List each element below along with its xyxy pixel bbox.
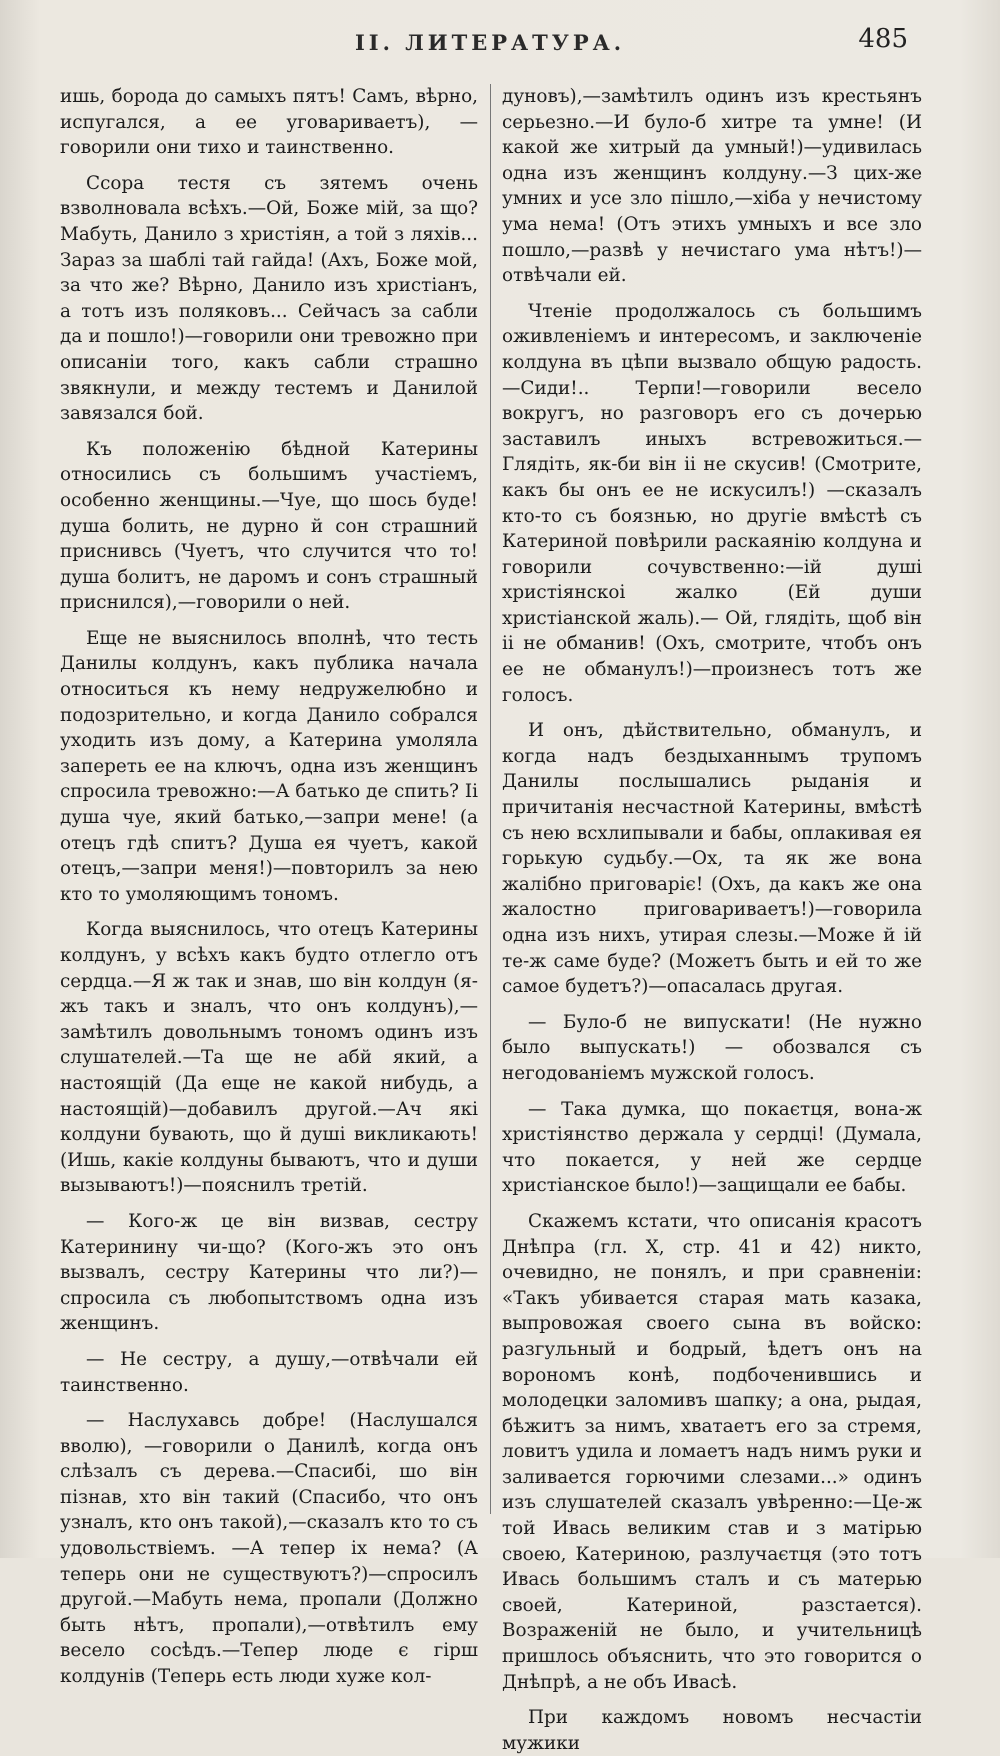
page-number: 485: [858, 24, 908, 54]
paragraph: — Кого-ж це він визвав, сестру Катеринину чи-що? (Кого-жъ это онъ вызвалъ, сестру Катерины что ли?)—спросила съ любопытствомъ одна изъ женщинъ.: [60, 1210, 478, 1335]
paragraph: ишь, борода до самыхъ пятъ! Самъ, вѣрно, испугался, а ее уговариваетъ), — говорили они тихо и таинственно.: [60, 86, 478, 159]
paragraph: Къ положенію бѣдной Катерины относились съ большимъ участіемъ, особенно женщины.—Чуе, що шось буде! душа болить, не дурно й сон страшний приснивсь (Чуетъ, что случится что то! душа болитъ, не даромъ и сонъ страшный приснился),—говорили о ней.: [60, 438, 478, 614]
section-title: II. ЛИТЕРАТУРА.: [354, 30, 626, 55]
paragraph: — Така думка, що покаєтця, вона-ж христіянство держала у сердці! (Думала, что покается, у ней же сердце христіанское было!)—защищали ее бабы.: [502, 1098, 922, 1197]
left-column: [60, 84, 478, 1688]
paragraph: Ссора тестя съ зятемъ очень взволновала всѣхъ.—Ой, Боже мій, за що? Мабуть, Данило з христіян, а той з ляхів... Зараз за шаблі тай гайда! (Ахъ, Боже мой, за что же? Вѣрно, Данило изъ христіанъ, а тотъ изъ поляковъ... Сейчасъ за сабли да и пошло!)—говорили они тревожно при описаніи того, какъ сабли страшно звякнули, и между тестемъ и Данилой завязался бой.: [60, 172, 478, 425]
column-divider: [490, 84, 491, 1514]
paragraph: При каждомъ новомъ несчастіи мужики: [502, 1707, 922, 1754]
paragraph: Еще не выяснилось вполнѣ, что тесть Данилы колдунъ, какъ публика начала относиться къ нему недружелюбно и подозрительно, и когда Данило собрался уходить изъ дому, а Катерина умоляла запереть ее на ключъ, одна изъ женщинъ спросила тревожно:—А батько де спить? Іі душа чуе, який батько,—запри мене! (а отецъ гдѣ спитъ? Душа ея чуетъ, какой отецъ,—запри меня!)—повторилъ за нею кто то умоляющимъ тономъ.: [60, 627, 478, 905]
paragraph: Скажемъ кстати, что описанія красотъ Днѣпра (гл. X, стр. 41 и 42) никто, очевидно, не понялъ, и при сравненіи: «Такъ убивается старая мать казака, выпровожая своего сына въ войско: разгульный и бодрый, ѣдетъ онъ на ворономъ конѣ, подбоченившись и молодецки заломивъ шапку; а она, рыдая, бѣжитъ за нимъ, хватаетъ его за стремя, ловитъ удила и ломаетъ надъ нимъ руки и заливается горючими слезами...» одинъ изъ слушателей сказалъ увѣренно:—Це-ж той Ивась великим став и з матірью своею, Катериною, разлучаєтця (это тотъ Ивась большимъ сталъ и съ матерью своей, Катериной, разстается). Возраженій не было, и учительницѣ пришлось объяснить, что это говорится о Днѣпрѣ, а не объ Ивасѣ.: [502, 1210, 922, 1693]
paragraph: И онъ, дѣйствительно, обманулъ, и когда надъ бездыханнымъ трупомъ Данилы послышались рыданія и причитанія несчастной Катерины, вмѣстѣ съ нею всхлипывали и бабы, оплакивая ея горькую судьбу.—Ох, та як же вона жалібно приговаріє! (Охъ, да какъ же она жалостно приговариваетъ!)—говорила одна изъ нихъ, утирая слезы.—Може й ій те-ж саме буде? (Можетъ быть и ей то же самое будетъ?)—опасалась другая.: [502, 720, 922, 998]
paragraph: Чтеніе продолжалось съ большимъ оживленіемъ и интересомъ, и заключеніе колдуна въ цѣпи вызвало общую радость.—Сиди!.. Терпи!—говорили весело вокругъ, но разговоръ его съ дочерью заставилъ иныхъ встревожиться.—Глядіть, як-би він іі не скусив! (Смотрите, какъ бы онъ ее не искусилъ!) —сказалъ кто-то съ боязнью, но другіе вмѣстѣ съ Катериной повѣрили раскаянію колдуна и говорили сочувственно:—ій душі христіянскоі жалко (Ей души христіанской жаль).— Ой, глядіть, щоб він іі не обманив! (Охъ, смотрите, чтобъ онъ ее не обманулъ!)—произнесъ тотъ же голосъ.: [502, 300, 922, 706]
paragraph: дуновъ),—замѣтилъ одинъ изъ крестьянъ серьезно.—И було-б хитре та умне! (И какой же хитрый да умный!)—удивилась одна изъ женщинъ колдуну.—З цих-же умних и усе зло пішло,—хіба у нечистому ума нема! (Отъ этихъ умныхъ и все зло пошло,—развѣ у нечистаго ума нѣтъ!)—отвѣчали ей.: [502, 86, 922, 287]
paragraph: — Було-б не випускати! (Не нужно было выпускать!) — обозвался съ негодованіемъ мужской голосъ.: [502, 1011, 922, 1084]
paragraph: — Наслухавсь добре! (Наслушался вволю), —говорили о Данилѣ, когда онъ слѣзалъ съ дерева.—Спасибі, шо він пізнав, хто він такий (Спасибо, что онъ узналъ, кто онъ такой),—сказалъ кто то съ удовольствіемъ. —А тепер іх нема? (А теперь они не существуютъ?)—спросилъ другой.—Мабуть нема, пропали (Должно быть нѣтъ, пропали),—отвѣтилъ ему весело сосѣдъ.—Тепер люде є гірш колдунів (Теперь есть люди хуже кол-: [60, 1410, 478, 1688]
paragraph: Когда выяснилось, что отецъ Катерины колдунъ, у всѣхъ какъ будто отлегло отъ сердца.—Я ж так и знав, шо він колдун (я-жъ такъ и зналъ, что онъ колдунъ),—замѣтилъ довольнымъ тономъ одинъ изъ слушателей.—Та ще не абй який, а настоящій (Да еще не какой нибудь, а настоящій)—добавилъ другой.—Ач які колдуни бувають, що й душі викликають! (Ишь, какіе колдуны бываютъ, что и души вызываютъ!)—пояснилъ третій.: [60, 919, 478, 1197]
right-column: [502, 84, 922, 1754]
paragraph: — Не сестру, а душу,—отвѣчали ей таинственно.: [60, 1348, 478, 1396]
running-head: [0, 24, 1000, 68]
